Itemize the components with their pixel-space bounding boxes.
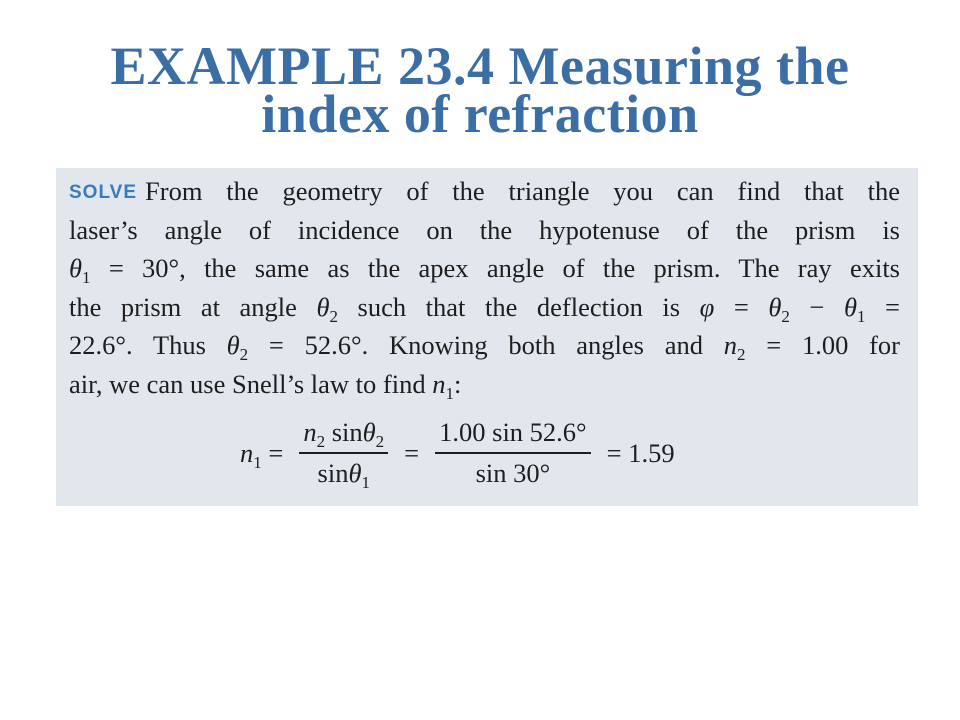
fraction-1-numerator: $n_2$ sinθ$_2$ [303,417,385,451]
equation-result: = 1.59 [606,437,675,468]
fraction-1-denominator: sinθ$_1$ [317,458,370,492]
solve-paragraph [69,172,900,403]
fraction-2-denominator: sin 30° [475,458,551,488]
solve-line-1 [69,172,900,211]
title-line-1: EXAMPLE 23.4 Measuring the [110,36,850,96]
fraction-2 [435,417,591,489]
fraction-2-bar [435,452,591,454]
solve-label: SOLVE [69,182,137,203]
fraction-1-bar [299,452,388,454]
solve-line-1-text: From the geometry of the triangle you can find that the [145,176,900,206]
snell-equation [56,408,918,498]
fraction-2-numerator: 1.00 sin 52.6° [439,417,587,447]
equation-equals: = [404,437,420,468]
solve-line-2: laser’s angle of incidence on the hypotenuse of the prism is [69,214,900,245]
solve-box [56,168,918,506]
title-line-2: index of refraction [261,84,699,144]
solve-line-5: 22.6°. Thus $\theta_2 = 52.6^\circ$. Knowing both angles and $n_2 = 1.00$ for [69,330,900,364]
solve-line-3: $\theta_1 = 30^\circ$, the same as the apex angle of the prism. The ray exits [69,253,900,287]
fraction-1 [299,417,388,492]
solve-line-6: air, we can use Snell’s law to find $n_1$: [69,368,462,403]
slide-title [0,36,960,144]
equation-lhs: $n_1$ = [240,437,284,472]
solve-line-4: the prism at angle $\theta_2$ such that the deflection is $\varphi = \theta_2 - \theta_1$ = [69,291,900,326]
equation-row [236,408,679,498]
